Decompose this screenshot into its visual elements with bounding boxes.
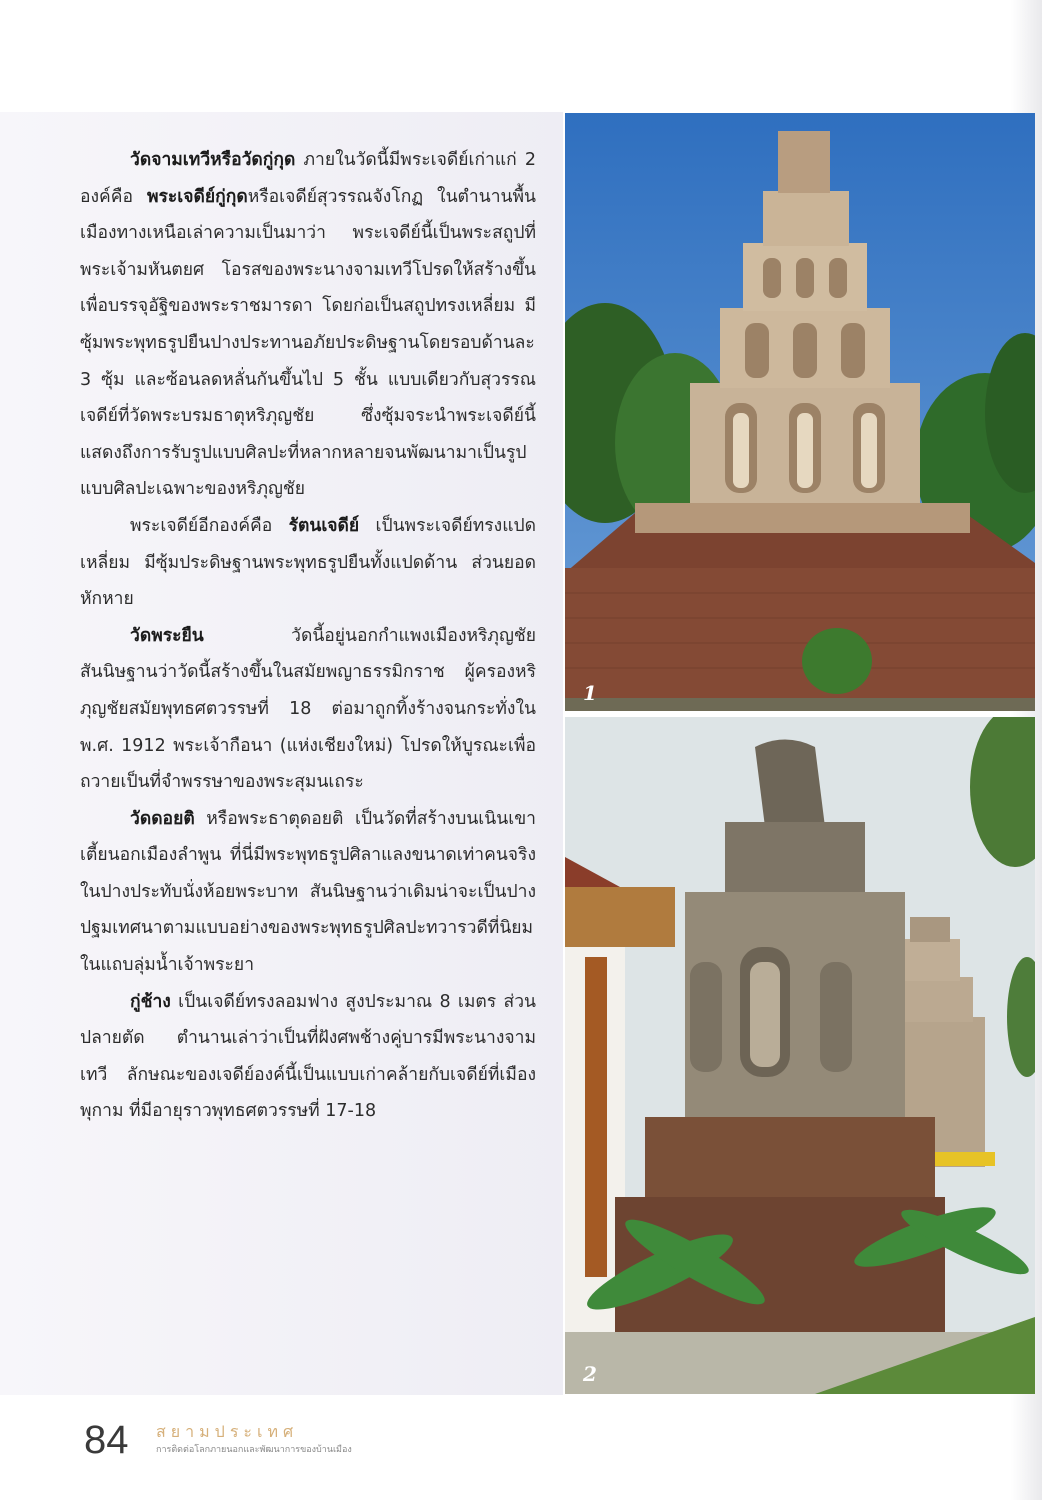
article-paragraph (80, 801, 536, 984)
bold-term: วัดดอยติ (130, 808, 195, 829)
article-paragraph (80, 508, 536, 618)
text-run: เป็นเจดีย์ทรงลอมฟาง สูงประมาณ 8 เมตร ส่วนปลายตัด ตำนานเล่าว่าเป็นที่ฝังศพช้างคู่บารมีพระนางจามเทวี ลักษณะของเจดีย์องค์นี้เป็นแบบเก่าคล้ายกับเจดีย์ที่เมืองพุกาม ที่มีอายุราวพุทธศตวรรษที่ 17-18 (80, 991, 536, 1122)
bold-term: วัดพระยืน (130, 625, 204, 646)
text-run: เป็นพระเจดีย์ทรงแปดเหลี่ยม มีซุ้มประดิษฐานพระพุทธรูปยืนทั้งแปดด้าน ส่วนยอดหักหาย (80, 515, 536, 610)
book-title: สยามประเทศ (156, 1422, 299, 1441)
book-subtitle: การติดต่อโลกภายนอกและพัฒนาการของบ้านเมือง (156, 1445, 352, 1455)
text-run: หรือเจดีย์สุวรรณจังโกฏ ในตำนานพื้นเมืองทางเหนือเล่าความเป็นมาว่า พระเจดีย์นี้เป็นพระสถูปที่พระเจ้ามหันตยศ โอรสของพระนางจามเทวีโปรดให้สร้างขึ้นเพื่อบรรจุอัฐิของพระราชมารดา โดยก่อเป็นสถูปทรงเหลี่ยม มีซุ้มพระพุทธรูปยืนปางประทานอภัยประดิษฐานโดยรอบด้านละ 3 ซุ้ม และซ้อนลดหลั่นกันขึ้นไป 5 ชั้น แบบเดียวกับสุวรรณเจดีย์ที่วัดพระบรมธาตุหริภุญชัย ซึ่งซุ้มจระนำพระเจดีย์นี้แสดงถึงการรับรูปแบบศิลปะที่หลากหลายจนพัฒนามาเป็นรูปแบบศิลปะเฉพาะของหริภุญชัย (80, 186, 536, 500)
photo-2-number: 2 (583, 1362, 597, 1386)
bold-term: รัตนเจดีย์ (288, 515, 360, 536)
photo-ku-kut-chedi (565, 113, 1035, 711)
bold-term: กู่ช้าง (130, 991, 171, 1012)
photo-1-number: 1 (583, 681, 597, 705)
photo-2-illustration (565, 717, 1035, 1394)
article-paragraph (80, 984, 536, 1130)
text-run: พระเจดีย์อีกองค์คือ (130, 515, 289, 536)
article-paragraph (80, 618, 536, 801)
photo-wat-chedi (565, 717, 1035, 1394)
text-run: ภายในวัดนี้มีพระเจดีย์เก่าแก่ 2 องค์คือ (80, 150, 536, 207)
article-body (80, 142, 536, 1130)
page-number: 84 (84, 1418, 129, 1462)
text-run: หรือพระธาตุดอยติ เป็นวัดที่สร้างบนเนินเขาเตี้ยนอกเมืองลำพูน ที่นี่มีพระพุทธรูปศิลาแลงขนาดเท่าคนจริงในปางประทับนั่งห้อยพระบาท สันนิษฐานว่าเดิมน่าจะเป็นปางปฐมเทศนาตามแบบอย่างของพระพุทธรูปศิลปะทวารวดีที่นิยมในแถบลุ่มน้ำเจ้าพระยา (80, 808, 536, 976)
bold-term: วัดจามเทวีหรือวัดกู่กุด (130, 150, 296, 170)
photo-1-illustration (565, 113, 1035, 711)
article-paragraph (80, 142, 536, 508)
bold-term: พระเจดีย์กู่กุด (146, 186, 248, 207)
text-run: วัดนี้อยู่นอกกำแพงเมืองหริภุญชัย สันนิษฐานว่าวัดนี้สร้างขึ้นในสมัยพญาธรรมิกราช ผู้ครองหริภุญชัยสมัยพุทธศตวรรษที่ 18 ต่อมาถูกทิ้งร้างจนกระทั่งใน พ.ศ. 1912 พระเจ้ากือนา (แห่งเชียงใหม่) โปรดให้บูรณะเพื่อถวายเป็นที่จำพรรษาของพระสุมนเถระ (80, 625, 536, 793)
